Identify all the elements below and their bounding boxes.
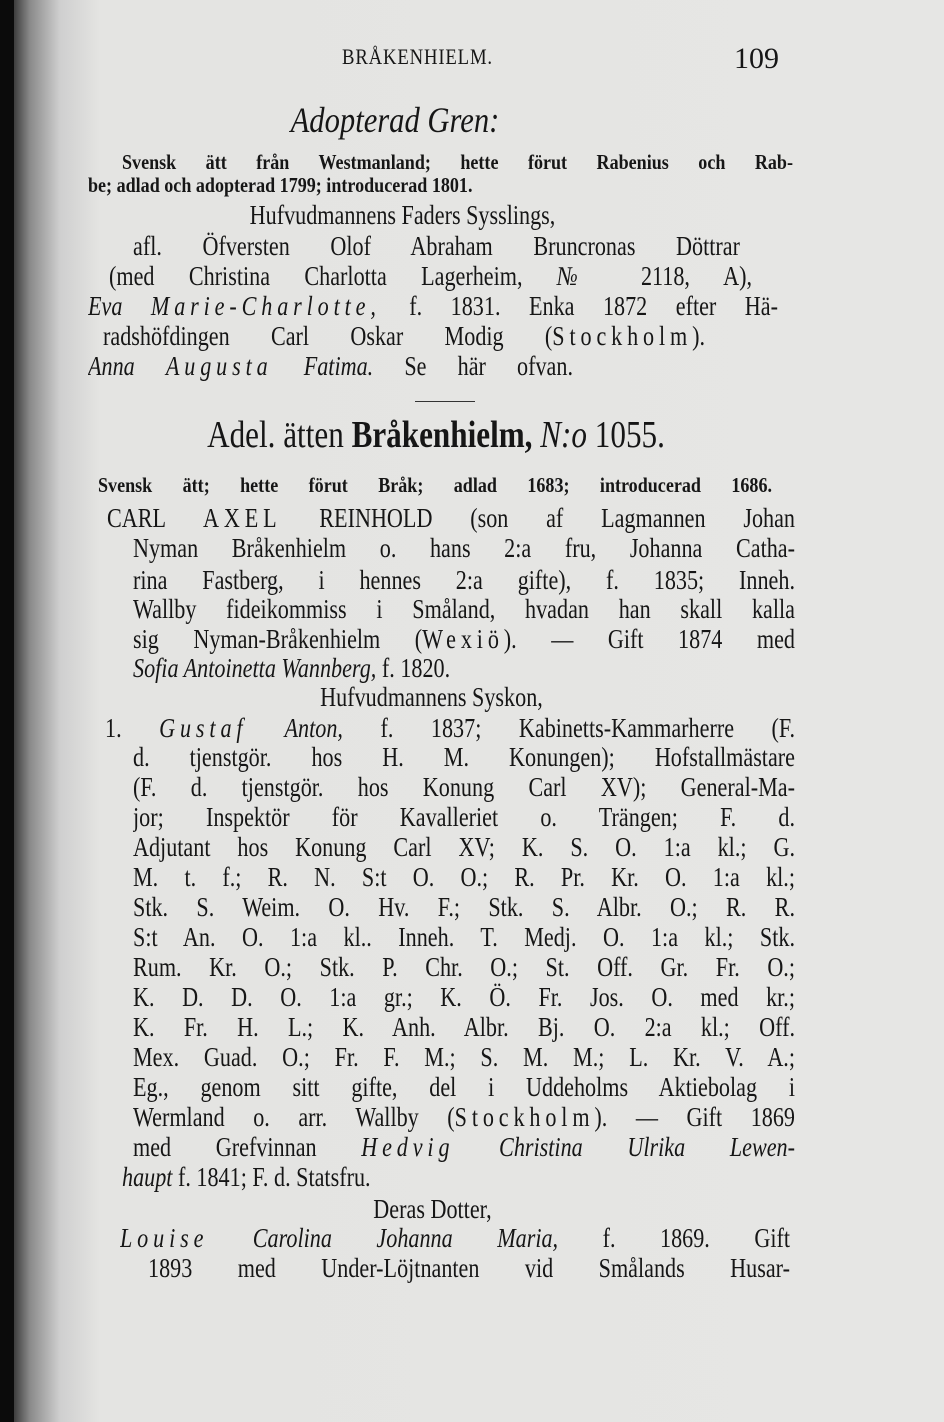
- text-run: Christina Ulrika Lewen-: [454, 1132, 795, 1162]
- text-run: f. 1837; Kabinetts-Kammarherre (F.: [342, 713, 795, 743]
- section-divider: [415, 401, 475, 402]
- text-run: Anna: [88, 351, 166, 381]
- text-run: Louise: [120, 1223, 209, 1253]
- text-run: haupt: [122, 1162, 173, 1192]
- text-run: ). — Gift 1874 med: [503, 624, 795, 654]
- text-line: [105, 713, 795, 743]
- text-line: [133, 231, 740, 261]
- text-run: Bråkenhielm,: [351, 414, 533, 456]
- text-run: Deras Dotter,: [373, 1194, 492, 1224]
- text-run: Fatima.: [272, 351, 374, 381]
- text-run: N:o: [532, 414, 588, 456]
- text-run: d. tjenstgör. hos H. M. Konungen); Hofstallmästare: [133, 742, 795, 772]
- text-line: [133, 1042, 795, 1072]
- text-run: Marie-Charlotte,: [150, 291, 381, 321]
- text-run: Se här ofvan.: [373, 351, 573, 381]
- text-line: [133, 1012, 795, 1042]
- text-line: [133, 565, 795, 595]
- lineage-note: [88, 170, 472, 200]
- text-run: Svensk ätt; hette förut Bråk; adlad 1683; introducerad 1686.: [98, 473, 772, 497]
- text-run: CARL: [107, 503, 204, 533]
- text-run: Anton,: [247, 713, 343, 743]
- text-run: 1.: [105, 713, 160, 743]
- text-line: [133, 624, 795, 654]
- text-run: Sofia Antoinetta Wannberg,: [133, 653, 377, 683]
- subheading: [350, 1194, 515, 1224]
- subheading: [290, 682, 573, 712]
- text-line: [103, 321, 705, 351]
- text-line: [133, 1132, 795, 1162]
- text-run: Mex. Guad. O.; Fr. F. M.; S. M. M.; L. Kr. V. A.;: [133, 1042, 795, 1072]
- text-line: [133, 594, 795, 624]
- subheading: [232, 200, 573, 230]
- text-run: K. D. D. O. 1:a gr.; K. Ö. Fr. Jos. O. med kr.;: [133, 982, 795, 1012]
- text-run: M. t. f.; R. N. S:t O. O.; R. Pr. Kr. O. 1:a kl.;: [133, 862, 795, 892]
- text-run: 1055.: [587, 414, 665, 456]
- text-line: [133, 533, 795, 563]
- text-run: Stockholm: [552, 321, 693, 351]
- text-line: [133, 1102, 795, 1132]
- text-line: [133, 653, 450, 683]
- text-line: [133, 772, 795, 802]
- text-run: f. 1820.: [376, 653, 451, 683]
- text-line: [133, 982, 795, 1012]
- text-line: [133, 952, 795, 982]
- text-line: [120, 1223, 790, 1253]
- text-run: Stk. S. Weim. O. Hv. F.; Stk. S. Albr. O.; R. R.: [133, 892, 795, 922]
- text-run: ). — Gift 1869: [594, 1102, 795, 1132]
- text-line: [133, 742, 795, 772]
- text-run: Eva: [88, 291, 151, 321]
- text-run: S:t An. O. 1:a kl.. Inneh. T. Medj. O. 1:a kl.; Stk.: [133, 922, 795, 952]
- text-line: [109, 261, 752, 291]
- text-line: [133, 1072, 795, 1102]
- text-line: [133, 892, 795, 922]
- text-line: [88, 351, 573, 381]
- text-run: K. Fr. H. L.; K. Anh. Albr. Bj. O. 2:a kl.; Off.: [133, 1012, 795, 1042]
- text-run: radshöfdingen Carl Oskar Modig (: [103, 321, 553, 351]
- text-line: [122, 1162, 371, 1192]
- text-run: Augusta: [165, 351, 273, 381]
- text-line: [133, 922, 795, 952]
- text-run: (F. d. tjenstgör. hos Konung Carl XV); General-Ma-: [133, 772, 795, 802]
- text-run: Svensk ätt från Westmanland; hette förut Rabenius och Rab-: [122, 150, 793, 174]
- text-run: ).: [692, 321, 705, 351]
- lineage-note: [98, 470, 772, 500]
- text-run: REINHOLD (son af Lagmannen Johan: [281, 503, 795, 533]
- text-run: Rum. Kr. O.; Stk. P. Chr. O.; St. Off. Gr. Fr. O.;: [133, 952, 795, 982]
- text-run: sig Nyman-Bråkenhielm (: [133, 624, 423, 654]
- section-heading-family: [137, 414, 735, 456]
- text-run: be; adlad och adopterad 1799; introducerad 1801.: [88, 173, 473, 197]
- section-heading-adopted: [250, 100, 540, 140]
- text-run: Hufvudmannens Syskon,: [320, 682, 543, 712]
- text-run: Wexiö: [422, 624, 504, 654]
- text-line: [133, 802, 795, 832]
- text-line: [88, 291, 778, 321]
- text-run: rina Fastberg, i hennes 2:a gifte), f. 1835; Inneh.: [133, 565, 795, 595]
- text-line: [148, 1253, 790, 1283]
- page-number: 109: [734, 42, 779, 75]
- text-run: jor; Inspektör för Kavalleriet o. Trängen; F. d.: [133, 802, 795, 832]
- text-line: [107, 503, 795, 533]
- text-line: [133, 832, 795, 862]
- text-run: Nyman Bråkenhielm o. hans 2:a fru, Johanna Catha-: [133, 533, 795, 563]
- book-spine-shadow: [0, 0, 14, 1422]
- text-run: f. 1869. Gift: [558, 1223, 790, 1253]
- text-run: 2118, A),: [606, 261, 752, 291]
- text-run: AXEL: [203, 503, 282, 533]
- text-line: [133, 862, 795, 892]
- text-run: 1893 med Under-Löjtnanten vid Smålands Husar-: [148, 1253, 790, 1283]
- text-run: Hufvudmannens Faders Sysslings,: [249, 200, 556, 230]
- text-run: (med Christina Charlotta Lagerheim,: [109, 261, 557, 291]
- text-run: afl. Öfversten Olof Abraham Bruncronas Döttrar: [133, 231, 740, 261]
- text-run: Adopterad Gren:: [290, 100, 500, 140]
- running-title: BRÅKENHIELM.: [342, 44, 493, 69]
- text-run: Hedvig: [361, 1132, 455, 1162]
- text-run: f. 1841; F. d. Statsfru.: [172, 1162, 371, 1192]
- text-run: Wallby fideikommiss i Småland, hvadan han skall kalla: [133, 594, 795, 624]
- text-run: Stockholm: [454, 1102, 595, 1132]
- text-run: Eg., genom sitt gifte, del i Uddeholms Aktiebolag i: [133, 1072, 795, 1102]
- text-run: Gustaf: [159, 713, 248, 743]
- text-run: Carolina Johanna Maria,: [208, 1223, 559, 1253]
- text-run: med Grefvinnan: [133, 1132, 362, 1162]
- text-run: №: [556, 261, 607, 291]
- text-run: Adjutant hos Konung Carl XV; K. S. O. 1:a kl.; G.: [133, 832, 795, 862]
- text-run: Adel. ätten: [207, 414, 352, 456]
- text-run: f. 1831. Enka 1872 efter Hä-: [380, 291, 778, 321]
- text-run: Wermland o. arr. Wallby (: [133, 1102, 455, 1132]
